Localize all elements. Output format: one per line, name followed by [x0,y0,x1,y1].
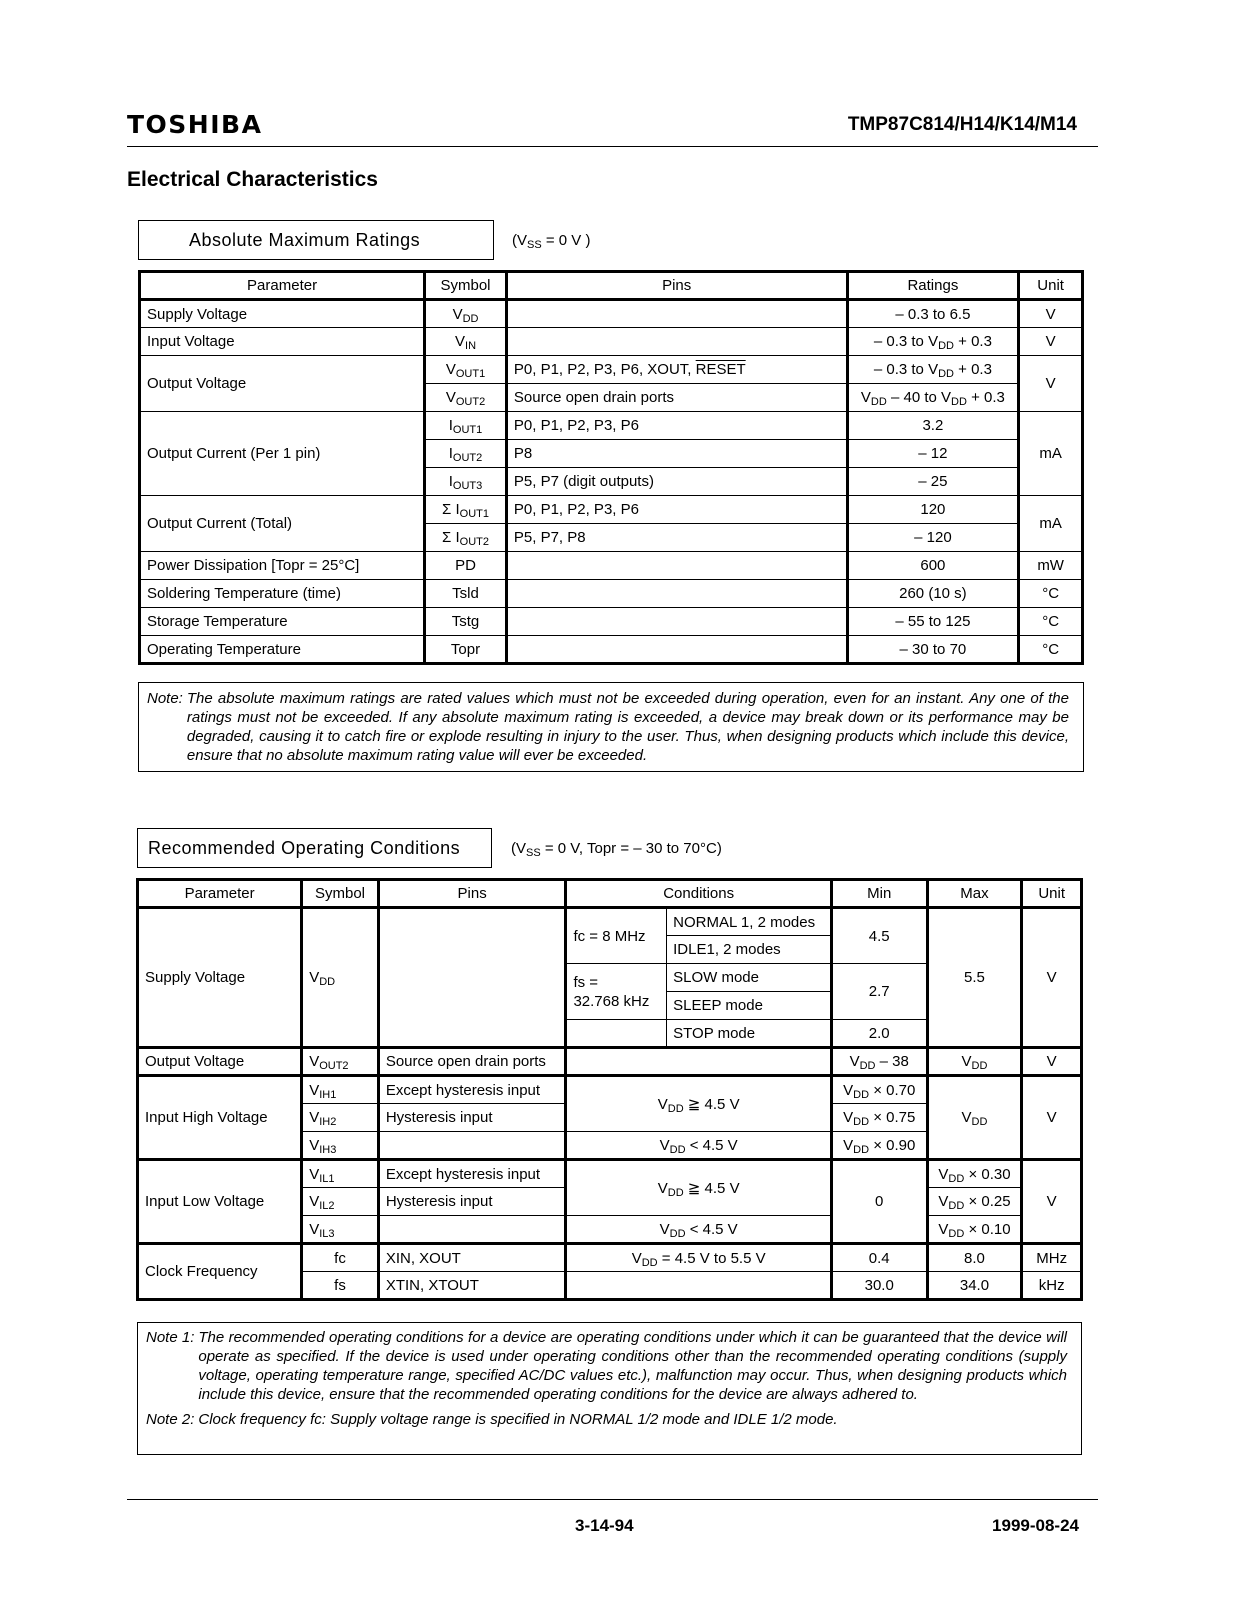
condition-cell: fs = 32.768 kHz [566,964,667,1020]
symbol-cell: fc [302,1244,379,1272]
rating-cell: – 120 [847,524,1019,552]
symbol-cell: Tstg [425,608,507,636]
pins-cell: P5, P7 (digit outputs) [506,468,847,496]
pins-cell: XTIN, XTOUT [378,1272,566,1300]
unit-cell: V [1019,300,1083,328]
rec-cond-post: = 0 V, Topr = – 30 to 70°C) [540,840,722,857]
rating-cell: 3.2 [847,412,1019,440]
pins-cell [506,552,847,580]
symbol-cell: $V_{IL2}$ [302,1188,379,1216]
rating-cell: 120 [847,496,1019,524]
max-cell: $V_{DD} \times 0.25$ [927,1188,1022,1216]
param-cell: Input Voltage [140,328,425,356]
table-row [140,300,1083,328]
col-pins: Pins [506,272,847,300]
symbol-cell: $V_{IL3}$ [302,1216,379,1244]
table-row [138,1076,1082,1104]
note-label: Note: [147,690,183,707]
table-row [140,636,1083,664]
table-row [138,1048,1082,1076]
max-cell: $V_{DD} \times 0.30$ [927,1160,1022,1188]
unit-cell: V [1022,908,1082,1048]
pins-cell: P5, P7, P8 [506,524,847,552]
min-cell: $V_{DD} \times 0.75$ [831,1104,927,1132]
unit-cell: mA [1019,496,1083,552]
pins-cell: Hysteresis input [378,1104,566,1132]
table-row [138,1160,1082,1188]
abs-max-condition [512,232,590,249]
param-cell: Power Dissipation [Topr = 25°C] [140,552,425,580]
param-cell: Input High Voltage [138,1076,302,1160]
abs-max-table [138,270,1084,665]
rec-op-title-box [137,828,492,868]
table-row [140,552,1083,580]
min-cell: 2.0 [831,1020,927,1048]
condition-cell [566,1020,667,1048]
condition-cell: $V_{DD}$ ≧ 4.5 V [566,1076,831,1132]
rec-op-condition [511,840,722,857]
symbol-cell: $V_{OUT2}$ [302,1048,379,1076]
abs-max-note [138,682,1084,772]
mode-cell: STOP mode [667,1020,832,1048]
rating-cell: – 0.3 to $V_{DD} + 0.3$ [847,328,1019,356]
abs-max-title-box [138,220,494,260]
symbol-cell: $V_{IL1}$ [302,1160,379,1188]
abs-header-row [140,272,1083,300]
mode-cell: NORMAL 1, 2 modes [667,908,832,936]
rating-cell: $V_{DD} - 40$ to $V_{DD} + 0.3$ [847,384,1019,412]
pins-cell: Source open drain ports [506,384,847,412]
pins-cell: P0, P1, P2, P3, P6 [506,412,847,440]
unit-cell: kHz [1022,1272,1082,1300]
symbol-cell: PD [425,552,507,580]
note2-text: Clock frequency fc: Supply voltage range is specified in NORMAL 1/2 mode and IDLE 1/2 mode. [198,1411,838,1428]
col-symbol: Symbol [302,880,379,908]
param-cell: Output Voltage [140,356,425,412]
header-rule [127,146,1098,147]
condition-cell: $V_{DD} < 4.5$ V [566,1132,831,1160]
symbol-cell: Σ $I_{OUT2}$ [425,524,507,552]
rating-cell: 260 (10 s) [847,580,1019,608]
rec-header-row [138,880,1082,908]
section-title: Electrical Characteristics [127,168,378,191]
unit-cell: V [1019,328,1083,356]
footer-rule [127,1499,1098,1500]
unit-cell: V [1022,1160,1082,1244]
pins-cell [506,300,847,328]
symbol-cell: $V_{IH3}$ [302,1132,379,1160]
param-cell: Supply Voltage [140,300,425,328]
note1-label: Note 1: [146,1329,195,1346]
param-cell: Supply Voltage [138,908,302,1048]
table-row [138,908,1082,936]
table-row [140,580,1083,608]
pins-cell: P0, P1, P2, P3, P6, XOUT, RESET [506,356,847,384]
col-max: Max [927,880,1022,908]
symbol-cell: $V_{OUT2}$ [425,384,507,412]
abs-cond-post: = 0 V ) [541,232,591,249]
unit-cell: °C [1019,580,1083,608]
min-cell: 4.5 [831,908,927,964]
symbol-cell: Tsld [425,580,507,608]
param-cell: Output Voltage [138,1048,302,1076]
symbol-cell: $V_{IH2}$ [302,1104,379,1132]
note-text: The absolute maximum ratings are rated values which must not be exceeded during operation, even for an instant. Any one of the ratings must not be exceeded. If any absolute maximum rating is exceeded, a device may break down or its performance may be degraded, causing it to catch fire or explode resulting in injury to the user. Thus, when designing products which include this device, ensure that no absolute maximum rating value will ever be exceeded. [186,690,1069,764]
table-row [140,608,1083,636]
mode-cell: IDLE1, 2 modes [667,936,832,964]
symbol-cell: Topr [425,636,507,664]
abs-cond-pre: (V [512,232,527,249]
symbol-cell: $V_{IN}$ [425,328,507,356]
table-row [140,356,1083,384]
pins-cell [506,636,847,664]
table-row [140,496,1083,524]
max-cell: 34.0 [927,1272,1022,1300]
rec-op-notes [137,1322,1082,1455]
page-number: 3-14-94 [575,1516,634,1535]
col-conditions: Conditions [566,880,831,908]
rec-cond-pre: (V [511,840,526,857]
rating-cell: – 30 to 70 [847,636,1019,664]
param-cell: Output Current (Per 1 pin) [140,412,425,496]
rec-op-table [136,878,1083,1301]
brand-logo: TOSHIBA [127,110,263,139]
pins-cell [506,580,847,608]
col-symbol: Symbol [425,272,507,300]
unit-cell: mW [1019,552,1083,580]
rating-cell: – 0.3 to $V_{DD} + 0.3$ [847,356,1019,384]
symbol-cell: $V_{DD}$ [425,300,507,328]
min-cell: 30.0 [831,1272,927,1300]
unit-cell: V [1019,356,1083,412]
condition-cell: fc = 8 MHz [566,908,667,964]
pins-cell: Except hysteresis input [378,1076,566,1104]
symbol-cell: $V_{OUT1}$ [425,356,507,384]
max-cell: 8.0 [927,1244,1022,1272]
unit-cell: mA [1019,412,1083,496]
abs-cond-sub: SS [527,239,542,251]
note1-text: The recommended operating conditions for a device are operating conditions under which it can be guaranteed that the device will operate as specified. If the device is used under operating conditions other than the recommended operating conditions (supply voltage, operating temperature range, specified AC/DC values etc.), malfunction may occur. Thus, when designing products which include this device, ensure that the recommended operating conditions for the device are always adhered to. [198,1329,1067,1403]
pins-cell [506,328,847,356]
symbol-cell: $I_{OUT3}$ [425,468,507,496]
symbol-cell: Σ $I_{OUT1}$ [425,496,507,524]
max-cell: $V_{DD} \times 0.10$ [927,1216,1022,1244]
unit-cell: V [1022,1076,1082,1160]
symbol-cell: $V_{IH1}$ [302,1076,379,1104]
symbol-cell: $V_{DD}$ [302,908,379,1048]
min-cell: 0 [831,1160,927,1244]
param-cell: Output Current (Total) [140,496,425,552]
mode-cell: SLOW mode [667,964,832,992]
col-unit: Unit [1022,880,1082,908]
unit-cell: °C [1019,608,1083,636]
param-cell: Soldering Temperature (time) [140,580,425,608]
rec-cond-sub: SS [526,847,541,859]
pins-cell: Except hysteresis input [378,1160,566,1188]
unit-cell: V [1022,1048,1082,1076]
symbol-cell: $I_{OUT2}$ [425,440,507,468]
unit-cell: °C [1019,636,1083,664]
pins-cell: Hysteresis input [378,1188,566,1216]
rating-cell: – 0.3 to 6.5 [847,300,1019,328]
rating-cell: – 25 [847,468,1019,496]
param-cell: Input Low Voltage [138,1160,302,1244]
condition-cell: $V_{DD}$ ≧ 4.5 V [566,1160,831,1216]
min-cell: 0.4 [831,1244,927,1272]
col-parameter: Parameter [138,880,302,908]
pins-cell: P0, P1, P2, P3, P6 [506,496,847,524]
condition-cell: $V_{DD} = 4.5$ V to 5.5 V [566,1244,831,1272]
note2-label: Note 2: [146,1411,195,1428]
col-ratings: Ratings [847,272,1019,300]
min-cell: $V_{DD} - 38$ [831,1048,927,1076]
max-cell: $V_{DD}$ [927,1048,1022,1076]
rating-cell: – 55 to 125 [847,608,1019,636]
unit-cell: MHz [1022,1244,1082,1272]
pins-cell [378,1132,566,1160]
col-unit: Unit [1019,272,1083,300]
max-cell: 5.5 [927,908,1022,1048]
document-date: 1999-08-24 [992,1516,1079,1535]
symbol-cell: $I_{OUT1}$ [425,412,507,440]
col-min: Min [831,880,927,908]
table-row [138,1244,1082,1272]
min-cell: $V_{DD} \times 0.90$ [831,1132,927,1160]
rating-cell: 600 [847,552,1019,580]
min-cell: $V_{DD} \times 0.70$ [831,1076,927,1104]
document-id: TMP87C814/H14/K14/M14 [847,114,1077,135]
condition-cell [566,1272,831,1300]
col-parameter: Parameter [140,272,425,300]
pins-cell [378,908,566,1048]
pins-cell: P8 [506,440,847,468]
table-row [140,328,1083,356]
max-cell: $V_{DD}$ [927,1076,1022,1160]
pins-cell [378,1216,566,1244]
col-pins: Pins [378,880,566,908]
condition-cell: $V_{DD} < 4.5$ V [566,1216,831,1244]
rating-cell: – 12 [847,440,1019,468]
pins-cell: XIN, XOUT [378,1244,566,1272]
condition-cell [566,1048,831,1076]
param-cell: Clock Frequency [138,1244,302,1300]
rec-op-title: Recommended Operating Conditions [148,837,461,858]
min-cell: 2.7 [831,964,927,1020]
mode-cell: SLEEP mode [667,992,832,1020]
param-cell: Storage Temperature [140,608,425,636]
pins-cell [506,608,847,636]
table-row [140,412,1083,440]
param-cell: Operating Temperature [140,636,425,664]
symbol-cell: fs [302,1272,379,1300]
pins-cell: Source open drain ports [378,1048,566,1076]
abs-max-title: Absolute Maximum Ratings [189,229,421,250]
